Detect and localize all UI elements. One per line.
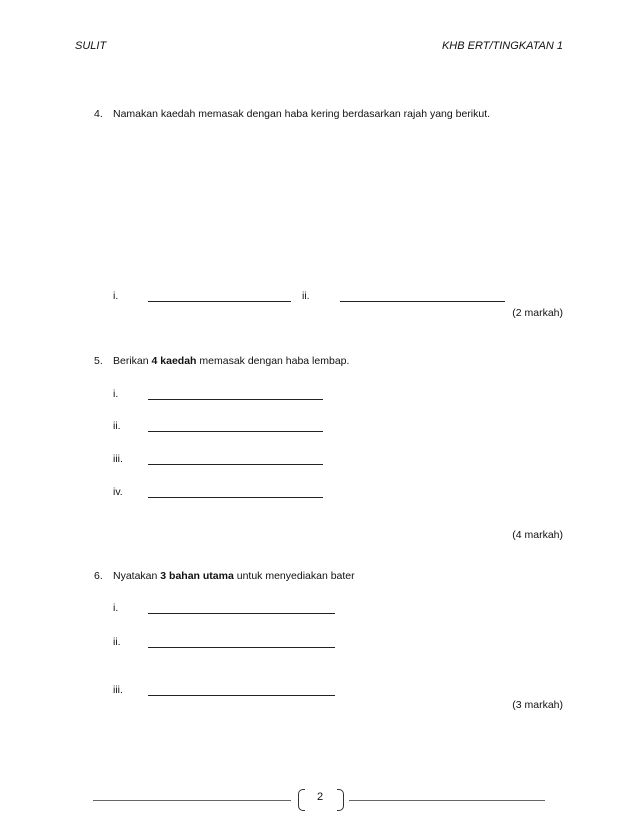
q5-marks: (4 markah) (512, 529, 563, 541)
q4-text: Namakan kaedah memasak dengan haba kering berdasarkan rajah yang berikut. (113, 108, 491, 120)
q6-text-before: Nyatakan (113, 570, 161, 582)
q6-answer-blank-3[interactable] (148, 695, 335, 696)
q5-answer-blank-3[interactable] (148, 464, 323, 465)
q5-answer-label-3: iii. (113, 453, 123, 465)
footer-line-right (349, 800, 545, 801)
footer-bracket-right (337, 789, 344, 811)
q5-text (113, 355, 349, 367)
q5-answer-label-1: i. (113, 388, 119, 400)
q4-answer-blank-1[interactable] (148, 301, 291, 302)
q6-answer-blank-1[interactable] (148, 613, 335, 614)
q6-answer-label-1: i. (113, 602, 119, 614)
q4-marks: (2 markah) (512, 307, 563, 319)
q5-answer-label-2: ii. (113, 420, 121, 432)
page-number: 2 (316, 791, 324, 803)
q6-answer-blank-2[interactable] (148, 647, 335, 648)
q6-answer-label-2: ii. (113, 636, 121, 648)
footer-bracket-left (298, 789, 305, 811)
q6-text-after: untuk menyediakan bater (233, 570, 355, 582)
q5-number: 5. (94, 355, 103, 367)
q5-answer-blank-4[interactable] (148, 497, 323, 498)
header-left: SULIT (75, 40, 107, 52)
q6-number: 6. (94, 570, 103, 582)
q6-text-bold: 3 bahan utama (160, 570, 234, 582)
q4-answer-label-1: i. (113, 290, 119, 302)
q4-answer-label-2: ii. (302, 290, 310, 302)
q4-answer-blank-2[interactable] (340, 301, 505, 302)
q5-text-bold: 4 kaedah (151, 355, 197, 367)
q6-answer-label-3: iii. (113, 684, 123, 696)
header-right: KHB ERT/TINGKATAN 1 (441, 40, 563, 52)
footer-line-left (93, 800, 291, 801)
q5-text-before: Berikan (113, 355, 152, 367)
q5-answer-blank-1[interactable] (148, 399, 323, 400)
q5-answer-label-4: iv. (113, 486, 123, 498)
q5-answer-blank-2[interactable] (148, 431, 323, 432)
q6-marks: (3 markah) (512, 699, 563, 711)
q5-text-after: memasak dengan haba lembap. (196, 355, 350, 367)
q4-number: 4. (94, 108, 103, 120)
q6-text (113, 570, 355, 582)
